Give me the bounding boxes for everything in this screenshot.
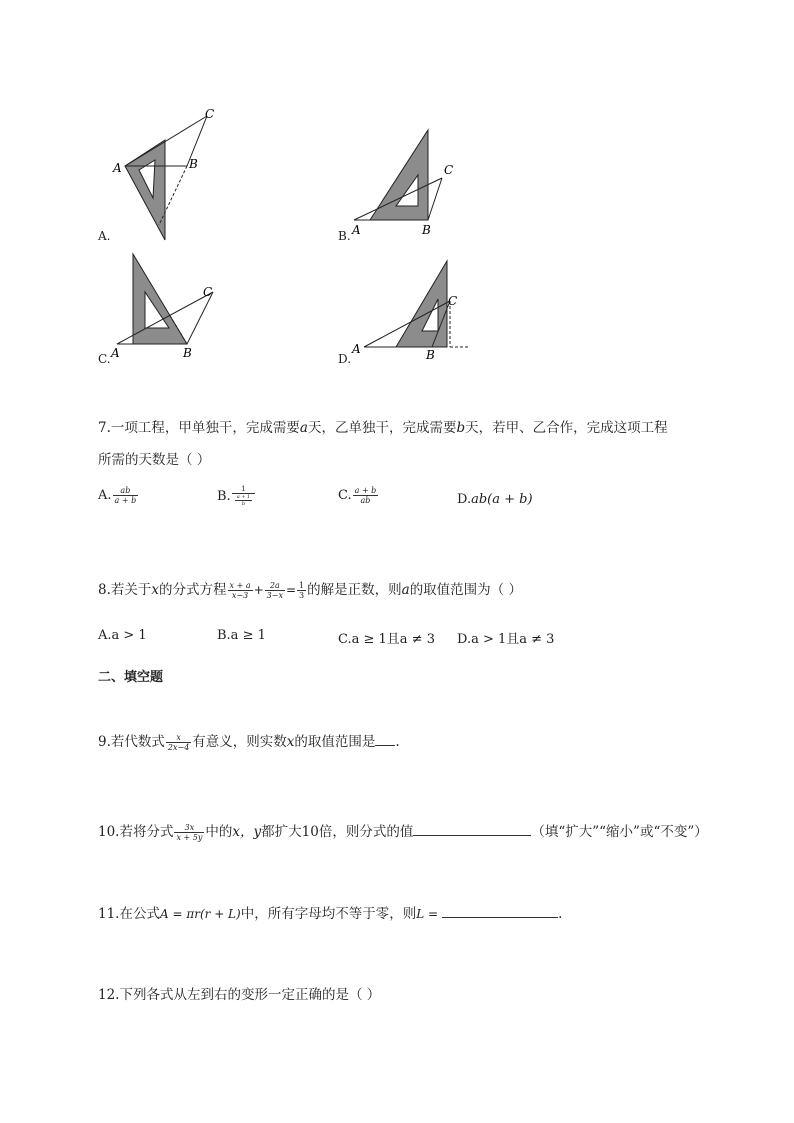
q10-prefix: 10.若将分式 — [98, 824, 174, 840]
q8-f2-num: 2a — [265, 581, 285, 591]
figure-d-option-label: D. — [338, 352, 352, 366]
q7-option-c-num: a + b — [354, 486, 377, 495]
q9-end: . — [395, 734, 400, 750]
figure-c-label-b: B — [183, 346, 192, 360]
q7-var-b: b — [456, 420, 466, 436]
q10-answer-blank[interactable] — [413, 835, 531, 836]
figure-a-label-b: B — [189, 157, 198, 171]
q7-option-b-den-num: a + 1 — [236, 494, 251, 500]
q7-option-c[interactable] — [338, 486, 379, 505]
q8-f3-num: 1 — [299, 581, 305, 590]
q8-prefix: 8.若关于 — [98, 582, 152, 598]
question-9 — [98, 732, 718, 752]
q7-option-a-den: a + b — [114, 496, 137, 505]
q11-lhs: L = — [416, 907, 439, 921]
figure-d-label-a: A — [352, 342, 361, 356]
q7-option-d-label: D. — [457, 492, 472, 507]
q8-option-a[interactable]: A.a > 1 — [98, 628, 147, 643]
q8-eq: = — [285, 583, 297, 597]
question-10 — [98, 822, 738, 842]
question-12: 12.下列各式从左到右的变形一定正确的是（ ） — [98, 987, 381, 1003]
q7-option-c-label: C. — [338, 488, 352, 503]
q11-prefix: 11.在公式 — [98, 906, 160, 922]
q7-var-a: a — [299, 420, 308, 436]
q8-option-b[interactable]: B.a ≥ 1 — [217, 628, 266, 643]
figure-c-option-label: C. — [98, 352, 111, 366]
q7-option-b-den-den: b — [241, 501, 246, 507]
q7-option-a-num: ab — [113, 486, 139, 496]
q10-num: 3x — [174, 823, 204, 833]
section-heading-fill-in: 二、填空题 — [98, 670, 164, 685]
q9-var-x: x — [286, 734, 295, 750]
q9-num: x — [166, 733, 191, 743]
q10-vars: x，y — [232, 824, 262, 840]
q8-f1-den: x−3 — [231, 591, 249, 600]
q8-option-c[interactable]: C.a ≥ 1且a ≠ 3 — [338, 632, 435, 647]
figure-d-label-c: C — [448, 294, 458, 308]
q8-var-x: x — [151, 582, 160, 598]
q9-mid: 有意义，则实数 — [192, 734, 287, 750]
figure-option-c — [95, 250, 235, 365]
q7-option-b[interactable] — [217, 486, 256, 507]
figure-option-b — [340, 120, 480, 245]
figure-a-label-a: A — [113, 161, 122, 175]
figure-b-label-a: A — [352, 223, 361, 237]
q7-option-c-den: ab — [360, 496, 371, 505]
figure-b-option-label: B. — [338, 229, 351, 243]
q7-option-d[interactable] — [457, 492, 533, 507]
q8-suffix-b: 的取值范围为（ ） — [409, 582, 522, 598]
figure-a-label-c: C — [205, 107, 215, 121]
q10-den: x + 5y — [176, 833, 203, 842]
q11-formula: A = πr(r + L) — [159, 907, 241, 921]
q8-var-a: a — [401, 582, 410, 598]
figure-d-label-b: B — [426, 348, 435, 362]
q10-mid: 中的 — [205, 824, 233, 840]
q7-text-c: 天，若甲、乙合作，完成这项工程 — [465, 420, 668, 436]
q9-suffix: 的取值范围是 — [294, 734, 376, 750]
question-7 — [98, 418, 718, 438]
figure-option-a — [95, 100, 235, 245]
q7-option-a-label: A. — [98, 488, 112, 503]
q7-option-b-num: 1 — [232, 486, 256, 494]
q10-suffix: 都扩大10倍，则分式的值 — [261, 824, 414, 840]
q8-suffix-a: 的解是正数，则 — [307, 582, 402, 598]
figure-c-label-a: A — [111, 346, 120, 360]
q8-plus: + — [253, 583, 264, 597]
q8-f2-den: 3−x — [266, 591, 283, 600]
figure-b-label-c: C — [444, 163, 454, 177]
q9-den: 2x−4 — [167, 743, 190, 752]
q11-answer-blank[interactable] — [442, 917, 558, 918]
q8-option-d[interactable]: D.a > 1且a ≠ 3 — [457, 632, 555, 647]
figure-c-label-c: C — [203, 285, 213, 299]
q8-f3-den: 3 — [299, 591, 305, 600]
q9-answer-blank[interactable] — [375, 745, 395, 746]
q9-prefix: 9.若代数式 — [98, 734, 165, 750]
q8-mid: 的分式方程 — [159, 582, 227, 598]
q7-text-b: 天，乙单独干，完成需要 — [307, 420, 457, 436]
q7-option-a[interactable] — [98, 486, 139, 505]
q11-end: . — [558, 906, 563, 922]
q8-f1-num: x + a — [229, 581, 251, 590]
q10-hint: （填“扩大”“缩小”或“不变”） — [531, 824, 708, 840]
figure-option-d — [340, 255, 480, 365]
figure-a-option-label: A. — [98, 229, 111, 243]
q11-mid: 中，所有字母均不等于零，则 — [240, 906, 417, 922]
question-8 — [98, 580, 718, 600]
question-11 — [98, 904, 718, 924]
figure-b-label-b: B — [422, 223, 431, 237]
q7-option-b-label: B. — [217, 489, 231, 504]
question-7-line-2: 所需的天数是（ ） — [98, 452, 211, 468]
q7-text-a: 7.一项工程，甲单独干，完成需要 — [98, 420, 300, 436]
q7-option-d-text: ab(a + b) — [471, 492, 533, 507]
